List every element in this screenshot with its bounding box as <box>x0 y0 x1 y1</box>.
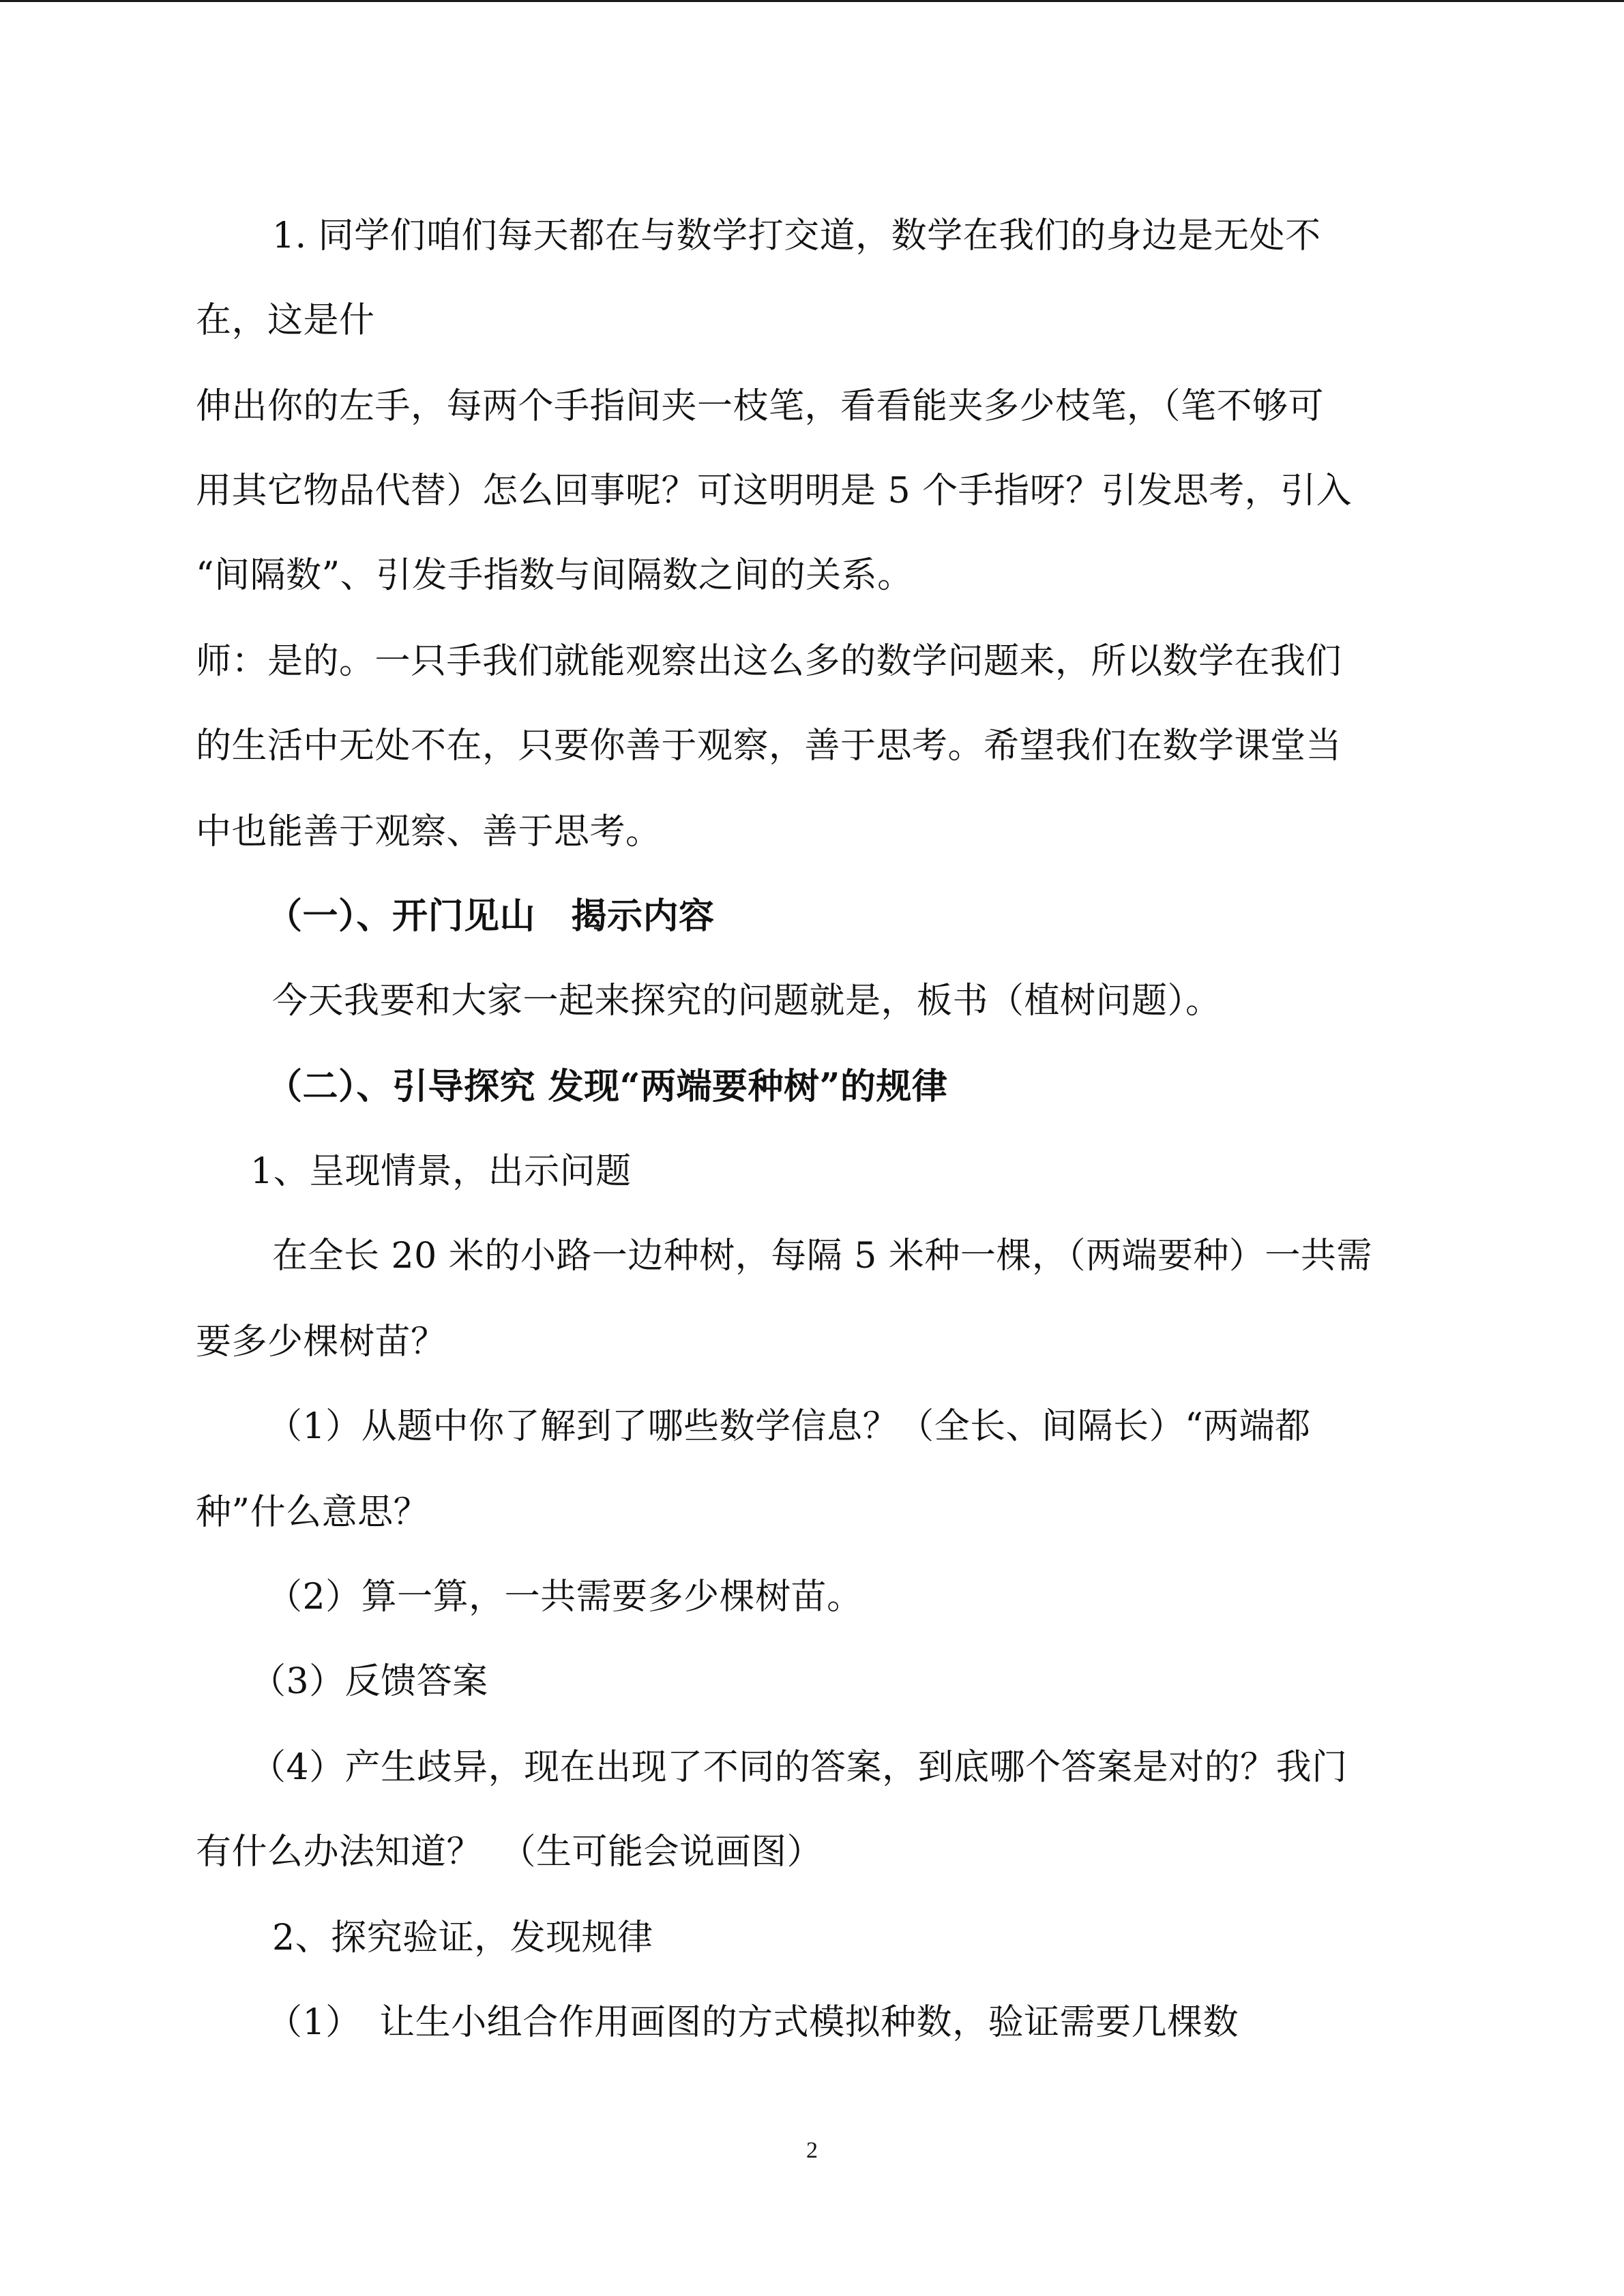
text-line: 2、探究验证，发现规律 <box>272 1918 653 1958</box>
text-line: 的生活中无处不在，只要你善于观察，善于思考。希望我们在数学课堂当 <box>196 726 1342 766</box>
text-line: 种”什么意思？ <box>196 1492 430 1533</box>
text-line: （4）产生歧异，现在出现了不同的答案，到底哪个答案是对的？我门 <box>250 1747 1348 1788</box>
text-line: 1. 同学们咱们每天都在与数学打交道，数学在我们的身边是无处不 <box>272 215 1321 256</box>
text-line: （1）从题中你了解到了哪些数学信息？（全长、间隔长）“两端都 <box>267 1406 1311 1447</box>
text-line: 中也能善于观察、善于思考。 <box>196 811 662 852</box>
page-top-border <box>0 0 1624 2</box>
text-line: 今天我要和大家一起来探究的问题就是，板书（植树问题）。 <box>272 981 1222 1022</box>
text-line: 伸出你的左手，每两个手指间夹一枝笔，看看能夹多少枝笔，（笔不够可 <box>196 386 1325 427</box>
section-heading-1: （一）、开门见山 揭示内容 <box>267 895 715 937</box>
text-line: 在，这是什 <box>196 300 375 341</box>
text-line: 师：是的。一只手我们就能观察出这么多的数学问题来，所以数学在我们 <box>196 641 1342 682</box>
text-line: 在全长 20 米的小路一边种树，每隔 5 米种一棵，（两端要种）一共需 <box>272 1236 1372 1277</box>
text-line: （1） 让生小组合作用画图的方式模拟种数，验证需要几棵数 <box>267 2002 1239 2043</box>
page-number: 2 <box>806 2138 818 2163</box>
text-line: 1、呈现情景，出示问题 <box>250 1151 632 1192</box>
text-line: （2）算一算，一共需要多少棵树苗。 <box>267 1577 863 1617</box>
section-heading-2: （二）、引导探究 发现“两端要种树”的规律 <box>267 1066 948 1107</box>
text-line: 有什么办法知道？ （生可能会说画图） <box>196 1832 823 1873</box>
text-line: 用其它物品代替）怎么回事呢？可这明明是 5 个手指呀？引发思考，引入 <box>196 471 1353 511</box>
text-line: 要多少棵树苗？ <box>196 1322 447 1362</box>
text-line: “间隔数”、引发手指数与间隔数之间的关系。 <box>196 555 913 596</box>
text-line: （3）反馈答案 <box>250 1661 488 1702</box>
